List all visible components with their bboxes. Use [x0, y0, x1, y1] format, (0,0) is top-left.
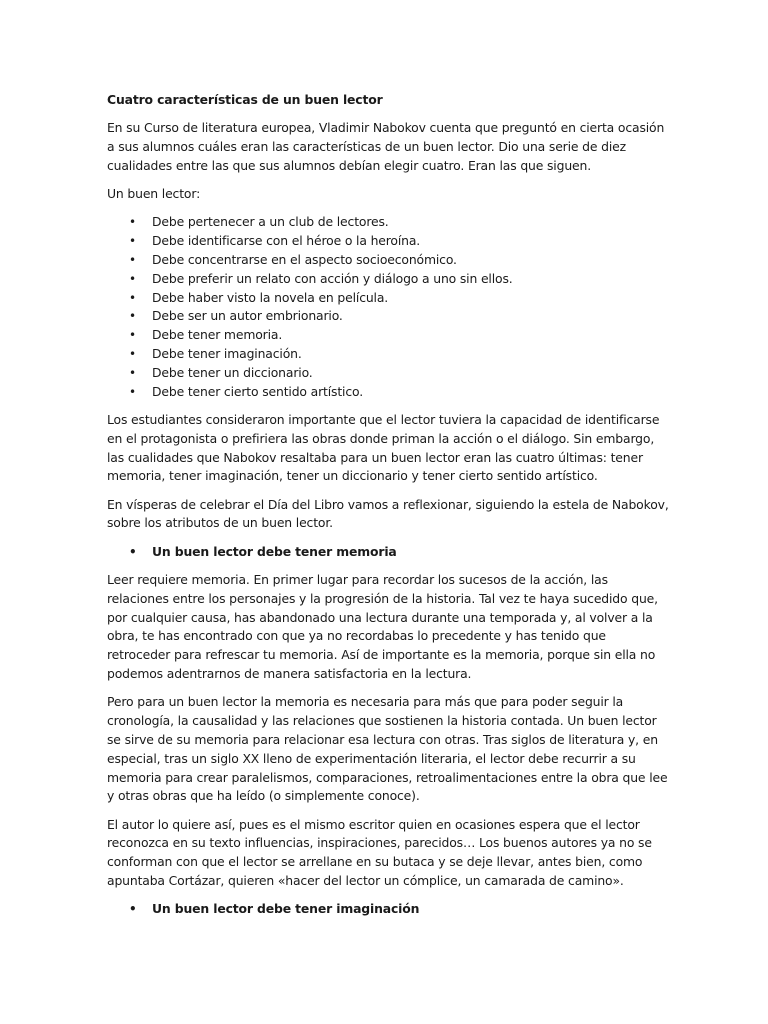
list-item-text: Debe pertenecer a un club de lectores. — [152, 214, 389, 230]
bullet-icon: • — [129, 215, 136, 230]
list-item-text: Debe ser un autor embrionario. — [152, 308, 343, 324]
list-item — [107, 251, 672, 270]
bullet-icon: • — [129, 234, 136, 249]
list-item — [107, 289, 672, 308]
intro-paragraph: En su Curso de literatura europea, Vladimir Nabokov cuenta que preguntó en cierta ocasión a sus alumnos cuáles eran las características de un buen lector. Dio una serie de diez cualidades entre las que sus alumnos debían elegir cuatro. Eran las que siguen. — [107, 120, 665, 173]
list-item-text: Debe tener un diccionario. — [152, 364, 313, 380]
list-item — [107, 326, 672, 345]
section-heading-memory — [107, 543, 672, 562]
list-item — [107, 364, 672, 383]
book-day-paragraph: En vísperas de celebrar el Día del Libro vamos a reflexionar, siguiendo la estela de Nabokov, sobre los atributos de un buen lector. — [107, 496, 669, 531]
list-item — [107, 307, 672, 326]
list-item — [107, 213, 672, 232]
list-item-text: Debe preferir un relato con acción y diálogo a uno sin ellos. — [152, 270, 513, 286]
qualities-list — [107, 213, 672, 401]
bullet-icon: • — [129, 384, 136, 399]
list-item-text: Debe tener cierto sentido artístico. — [152, 383, 364, 399]
bullet-icon: • — [129, 365, 136, 380]
bullet-icon: • — [129, 902, 137, 917]
bullet-icon: • — [129, 290, 136, 305]
students-paragraph: Los estudiantes consideraron importante que el lector tuviera la capacidad de identificarse en el protagonista o prefiriera las obras donde priman la acción o el diálogo. Sin embargo, las cualidades que Nabokov resaltaba para un buen lector eran las cuatro últimas: tener memoria, tener imaginación, tener un diccionario y tener cierto sentido artístico. — [107, 411, 660, 484]
bullet-icon: • — [129, 271, 136, 286]
list-item-text: Debe tener imaginación. — [152, 346, 302, 362]
list-item-text: Debe concentrarse en el aspecto socioeconómico. — [152, 252, 457, 268]
list-item — [107, 232, 672, 251]
list-item — [107, 345, 672, 364]
bullet-icon: • — [129, 309, 136, 324]
list-item — [107, 270, 672, 289]
bullet-icon: • — [129, 544, 137, 559]
memory-paragraph-2: Pero para un buen lector la memoria es necesaria para más que para poder seguir la cronología, la causalidad y las relaciones que sostienen la historia contada. Un buen lector se sirve de su memoria para relacionar esa lectura con otras. Tras siglos de literatura y, en especial, tras un siglo XX lleno de experimentación literaria, el lector debe recurrir a su memoria para crear paralelismos, comparaciones, retroalimentaciones entre la obra que lee y otras obras que ha leído (o simplemente conoce). — [107, 694, 668, 804]
list-item-text: Debe identificarse con el héroe o la heroína. — [152, 233, 421, 249]
list-intro: Un buen lector: — [107, 186, 201, 202]
bullet-icon: • — [129, 253, 136, 268]
memory-paragraph-1: Leer requiere memoria. En primer lugar para recordar los sucesos de la acción, las relaciones entre los personajes y la progresión de la historia. Tal vez te haya sucedido que, por cualquier causa, has abandonado una lectura durante una temporada y, al volver a la obra, te has encontrado con que ya no recordabas lo precedente y has tenido que retroceder para refrescar tu memoria. Así de importante es la memoria, porque sin ella no podemos adentrarnos de manera satisfactoria en la lectura. — [107, 572, 658, 682]
document-title: Cuatro características de un buen lector — [107, 92, 383, 107]
section-heading-text: Un buen lector debe tener imaginación — [152, 901, 420, 917]
list-item-text: Debe tener memoria. — [152, 327, 283, 343]
list-item-text: Debe haber visto la novela en película. — [152, 289, 389, 305]
section-heading-text: Un buen lector debe tener memoria — [152, 543, 397, 559]
bullet-icon: • — [129, 328, 136, 343]
memory-paragraph-3: El autor lo quiere así, pues es el mismo escritor quien en ocasiones espera que el lector reconozca en su texto influencias, inspiraciones, parecidos… Los buenos autores ya no se conforman con que el lector se arrellane en su butaca y se deje llevar, antes bien, como apuntaba Cortázar, quieren «hacer del lector un cómplice, un camarada de camino». — [107, 816, 652, 888]
bullet-icon: • — [129, 347, 136, 362]
list-item — [107, 383, 672, 402]
section-heading-imagination — [107, 900, 672, 919]
